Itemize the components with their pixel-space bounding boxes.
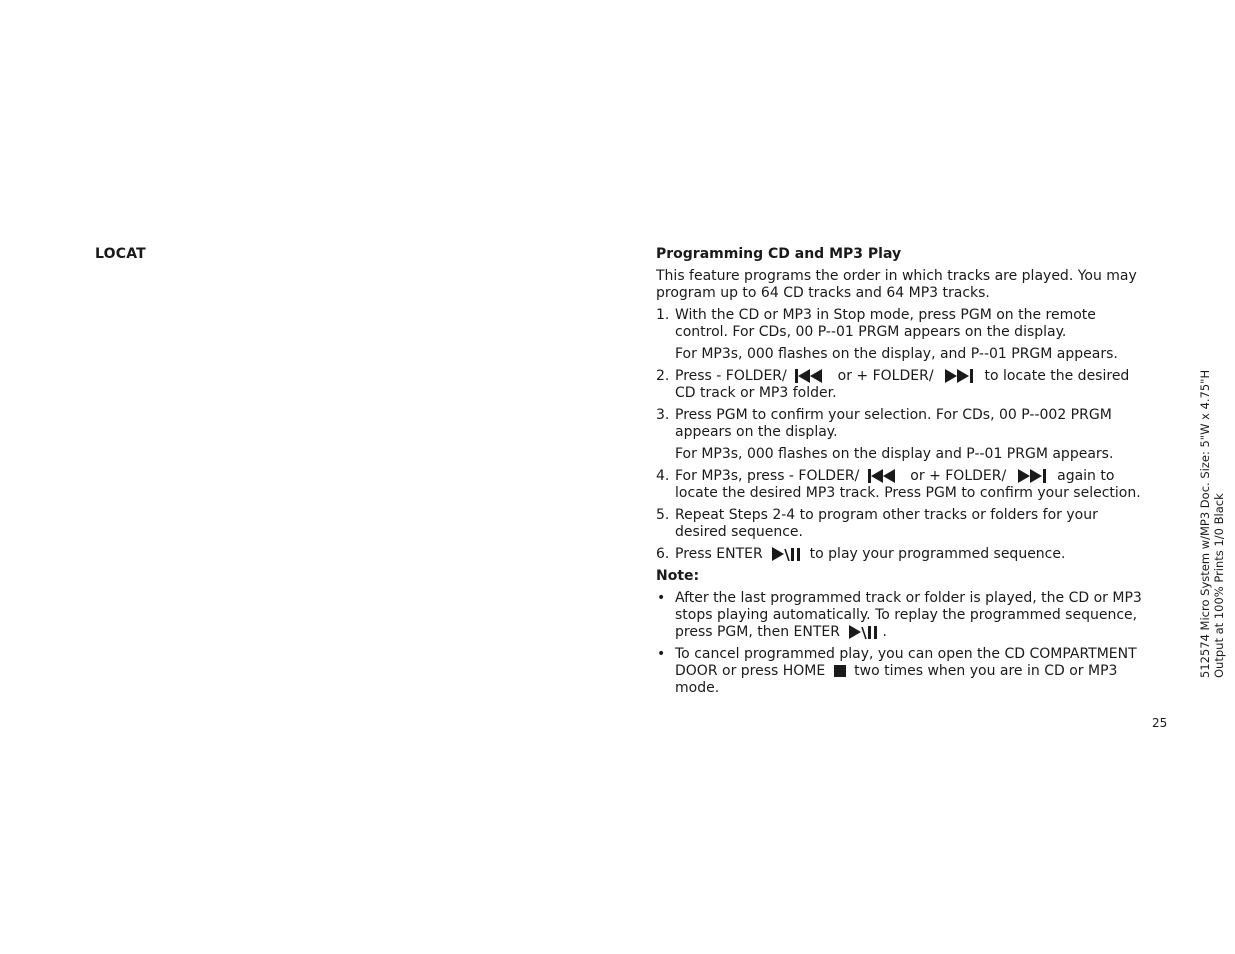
step-3-sub: For MP3s, 000 flashes on the display and P--01 PRGM appears. <box>675 446 1114 462</box>
note-text-b: two times when you are in CD or MP3 mode. <box>675 663 1118 696</box>
step-5 <box>656 507 1146 541</box>
step-number: 5. <box>656 507 670 523</box>
note-label: Note: <box>656 568 700 584</box>
spec-line-1: 512574 Micro System w/MP3 Doc. Size: 5"W x 4.75"H <box>1198 369 1212 678</box>
step-text-a: Press - FOLDER/ <box>675 368 787 384</box>
spec-line-2: Output at 100% Prints 1/0 Black <box>1212 493 1226 678</box>
skip-forward-icon <box>1014 469 1050 483</box>
step-text-b: or + FOLDER/ <box>837 368 934 384</box>
skip-forward-icon <box>941 369 977 383</box>
skip-back-icon <box>867 469 903 483</box>
bullet-dot: • <box>657 590 666 606</box>
page-number: 25 <box>1152 716 1168 730</box>
step-4 <box>656 468 1146 502</box>
step-number: 6. <box>656 546 670 562</box>
step-text-a: Press ENTER <box>675 546 763 562</box>
step-1-sub: For MP3s, 000 flashes on the display, and P--01 PRGM appears. <box>675 346 1118 362</box>
step-1 <box>656 307 1146 341</box>
play-pause-icon <box>847 625 879 639</box>
note-2 <box>656 646 1146 697</box>
note-text-a: To cancel programmed play, you can open the CD COMPARTMENT DOOR or press HOME <box>675 646 1137 679</box>
step-text: Press PGM to confirm your selection. For CDs, 00 P--002 PRGM appears on the display. <box>675 407 1112 440</box>
stop-icon <box>833 664 847 678</box>
section-title: Programming CD and MP3 Play <box>656 246 902 262</box>
note-1 <box>656 590 1146 641</box>
step-text-c: to locate the desired CD track or MP3 folder. <box>675 368 1130 401</box>
step-text: With the CD or MP3 in Stop mode, press PGM on the remote control. For CDs, 00 P--01 PRGM appears on the display. <box>675 307 1096 340</box>
step-text-a: For MP3s, press - FOLDER/ <box>675 468 860 484</box>
left-section-heading: LOCAT <box>95 246 146 262</box>
intro-paragraph: This feature programs the order in which tracks are played. You may program up to 64 CD tracks and 64 MP3 tracks. <box>656 268 1137 301</box>
step-text: Repeat Steps 2-4 to program other tracks or folders for your desired sequence. <box>675 507 1098 540</box>
bullet-dot: • <box>657 646 666 662</box>
step-2 <box>656 368 1146 402</box>
document-spec-note <box>1198 370 1226 678</box>
step-number: 1. <box>656 307 670 323</box>
step-text-b: or + FOLDER/ <box>910 468 1007 484</box>
step-number: 3. <box>656 407 670 423</box>
step-text-c: again to locate the desired MP3 track. Press PGM to confirm your selection. <box>675 468 1141 501</box>
step-number: 4. <box>656 468 670 484</box>
note-text-b: . <box>882 624 887 640</box>
step-3 <box>656 407 1146 441</box>
skip-back-icon <box>794 369 830 383</box>
note-text-a: After the last programmed track or folder is played, the CD or MP3 stops playing automatically. To replay the programmed sequence, press PGM, then ENTER <box>675 590 1142 640</box>
step-text-b: to play your programmed sequence. <box>809 546 1066 562</box>
main-column <box>656 246 1146 702</box>
play-pause-icon <box>770 547 802 561</box>
step-number: 2. <box>656 368 670 384</box>
step-6 <box>656 546 1146 563</box>
